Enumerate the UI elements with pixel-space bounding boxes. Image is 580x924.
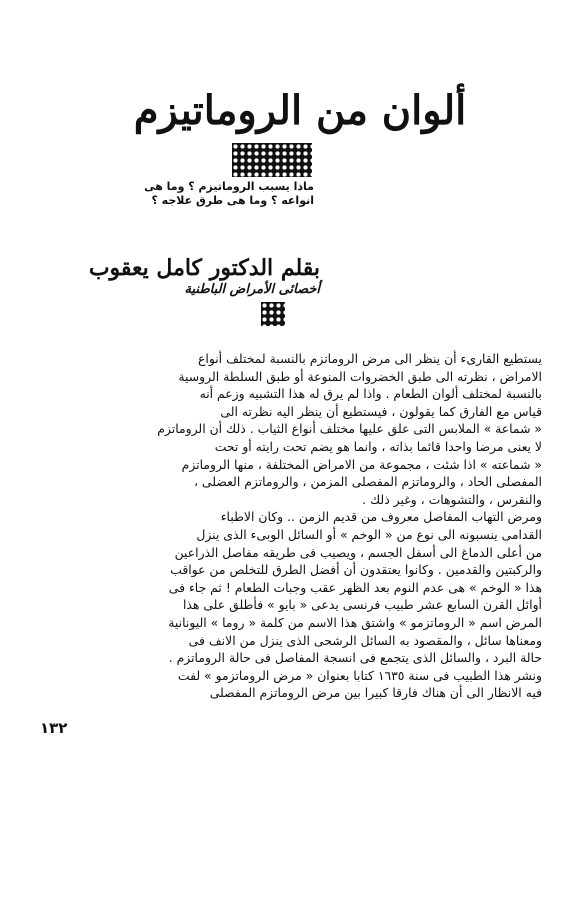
body-line: المفصلى الحاد ، والروماتزم المفصلى المزمن ، والروماتزم العضلى ، [193,474,542,490]
body-line: فيه الانظار الى أن هناك فارقا كبيرا بين مرض الروماتزم المفصلى [209,685,542,701]
article-title: ألوان من الروماتيزم [133,87,467,134]
body-line: هذا « الوخم » هى عدم النوم بعد الظهر عقب وجبات الطعام ! ثم جاء فى [168,579,542,595]
body-line: « شماعة » الملابس التى علق عليها مختلف أنواع الثياب . ذلك أن الروماتزم [157,421,542,437]
body-line: ونشر هذا الطبيب فى سنة ١٦٣٥ كتابا بعنوان « مرض الروماتزمو » لفت [177,667,542,683]
article-body [46,350,542,702]
body-line: ومرض التهاب المفاصل معروف من قديم الزمن .. وكان الاطباء [220,509,542,525]
page-number: ١٣٢ [40,719,68,737]
body-line: « شماعته » اذا شئت ، مجموعة من الامراض المختلفة ، منها الروماتزم [181,456,542,472]
decorative-pattern-block [232,143,312,177]
body-line: المرض اسم « الروماتزمو » واشتق هذا الاسم من كلمة « روما » اليونانية [168,614,542,630]
article-subheading [144,180,314,208]
body-line: الامراض ، نظرته الى طبق الخضروات المنوعة أو طبق السلطة الروسية [178,368,542,384]
body-line: لا يعنى مرضا واحدا قائما بذاته ، وانما هو يضم تحت رايته أو تحت [214,438,542,454]
subheading-line: انواعه ؟ وما هى طرق علاجه ؟ [151,194,314,207]
author-byline: بقلم الدكتور كامل يعقوب [88,255,320,281]
decorative-pattern-square [261,302,285,326]
body-line: بالنسبة لمختلف ألوان الطعام . واذا لم يرق له هذا التشبيه وزعم أنه [199,386,542,402]
body-line: يستطيع القارىء أن ينظر الى مرض الروماتزم بالنسبة لمختلف أنواع [198,351,542,366]
body-line: والنقرس ، والتشوهات ، وغير ذلك . [362,491,542,507]
author-specialty: أخصائى الأمراض الباطنية [184,282,320,297]
body-line: حالة البرد ، والسائل الذى يتجمع فى انسجة المفاصل فى حالة الروماتزم . [168,650,542,666]
body-line: من أعلى الدماغ الى أسفل الجسم ، ويصيب فى طريقه مفاصل الذراعين [174,544,542,560]
body-line: ومعناها سائل ، والمقصود به السائل الرشحى الذى ينزل من الانف فى [188,632,542,648]
subheading-line: ماذا يسبب الروماتيزم ؟ وما هى [144,180,314,193]
body-line: أوائل القرن السابع عشر طبيب فرنسى يدعى « بايو » فأطلق على هذا [182,597,542,613]
body-line: القدامى ينسبونه الى نوع من « الوخم » أو السائل الوبىء الذى ينزل [196,526,542,542]
body-line: والركبتين والقدمين . وكانوا يعتقدون أن أفضل الطرق للتخلص من عواقب [170,562,542,578]
body-line: قياس مع الفارق كما يقولون ، فيستطيع أن ينظر اليه نظرته الى [220,403,542,419]
